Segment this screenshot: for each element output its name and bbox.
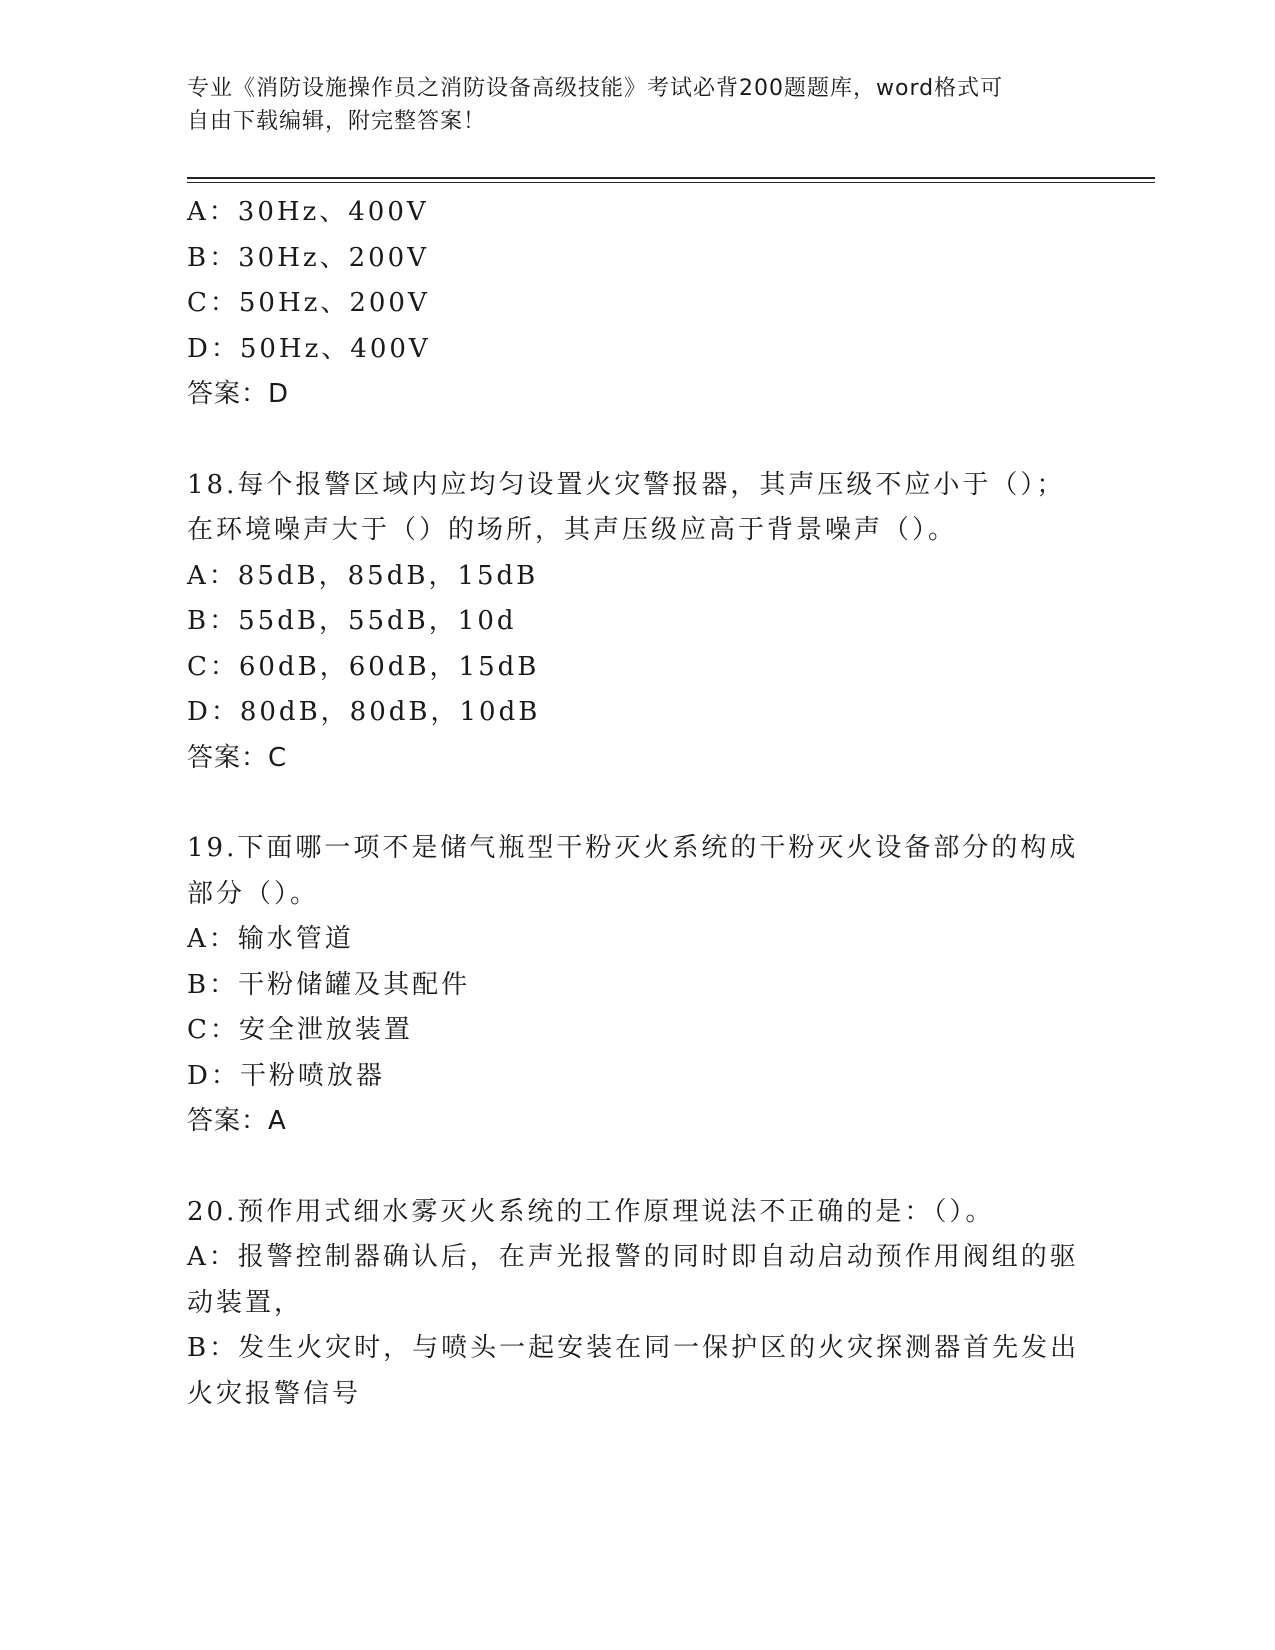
option-d: D：干粉喷放器 [187, 1060, 385, 1091]
option-b: B：干粉储罐及其配件 [187, 969, 471, 1000]
header-rule-thin [187, 182, 1155, 183]
option-a: A：85dB，85dB，15dB [187, 560, 539, 591]
option-b: B：55dB，55dB，10d [187, 606, 517, 636]
document-body [187, 190, 1087, 1417]
header-line-2: 自由下载编辑，附完整答案！ [187, 109, 487, 134]
question-stem-line: 19.下面哪一项不是储气瓶型干粉灭火系统的干粉灭火设备部分的构成 [187, 833, 1079, 863]
option-c: C：60dB，60dB，15dB [187, 651, 540, 682]
option-d: D：80dB，80dB，10dB [187, 697, 541, 727]
question-18 [187, 463, 1087, 782]
question-stem-line: 18.每个报警区域内应均匀设置火灾警报器，其声压级不应小于（）； [187, 469, 1066, 500]
question-19 [187, 826, 1087, 1145]
header-line-1: 专业《消防设施操作员之消防设备高级技能》考试必背200题题库，word格式可 [187, 76, 1004, 101]
option-d: D：50Hz、400V [187, 333, 431, 364]
option-a: A：输水管道 [187, 924, 354, 954]
option-c: C：50Hz、200V [187, 288, 430, 318]
question-stem-line: 在环境噪声大于（）的场所，其声压级应高于背景噪声（）。 [187, 515, 958, 545]
option-a: A：30Hz、400V [187, 197, 429, 227]
document-header [187, 72, 1067, 138]
option-a-continued: 动装置， [187, 1287, 304, 1318]
answer: 答案：C [187, 742, 288, 773]
option-b-continued: 火灾报警信号 [187, 1378, 362, 1409]
option-a: A：报警控制器确认后，在声光报警的同时即自动启动预作用阀组的驱 [187, 1242, 1079, 1272]
option-b: B：发生火灾时，与喷头一起安装在同一保护区的火灾探测器首先发出 [187, 1333, 1080, 1363]
option-c: C：安全泄放装置 [187, 1015, 413, 1045]
question-17 [187, 190, 1087, 418]
question-stem-line: 部分（）。 [187, 878, 320, 909]
answer: 答案：A [187, 1106, 287, 1136]
header-rule-thick [187, 177, 1155, 179]
answer: 答案：D [187, 379, 290, 409]
question-stem-line: 20.预作用式细水雾灭火系统的工作原理说法不正确的是：（）。 [187, 1196, 995, 1227]
question-20 [187, 1190, 1087, 1418]
option-b: B：30Hz、200V [187, 242, 429, 273]
